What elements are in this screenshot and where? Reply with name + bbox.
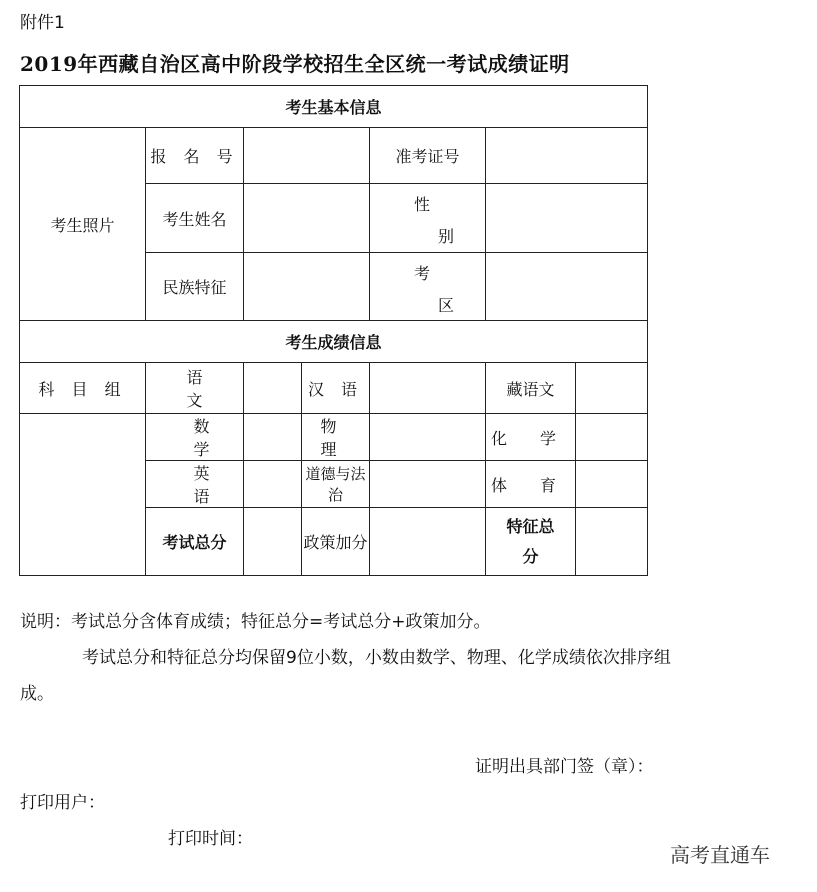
district-value [486,253,648,321]
district-label-part2: 区 [438,296,455,315]
notes-line-3: 成。 [20,684,54,704]
district-label [370,253,486,321]
subject-group-label: 科 目 组 [20,363,146,414]
chinese-score [244,363,302,414]
document-title: 2019年西藏自治区高中阶段学校招生全区统一考试成绩证明 [20,52,570,76]
policy-bonus-value [370,508,486,576]
score-certificate-table [19,85,648,576]
math-label: 数 学 [146,414,244,461]
gender-value [486,184,648,253]
print-time-label: 打印时间： [168,829,253,849]
english-score [244,461,302,508]
photo-label: 考生照片 [20,128,146,321]
gender-label [370,184,486,253]
morality-law-label: 道德与法治 [302,461,370,508]
ethnicity-label: 民族特征 [146,253,244,321]
score-info-section-title: 考生成绩信息 [20,321,648,363]
tibetan-score [576,363,648,414]
notes-line-1: 说明：考试总分含体育成绩；特征总分=考试总分+政策加分。 [20,612,491,632]
print-user-label: 打印用户： [20,793,105,813]
morality-law-score [370,461,486,508]
notes-line-2: 考试总分和特征总分均保留9位小数，小数由数学、物理、化学成绩依次排序组 [82,648,671,668]
basic-info-section-title: 考生基本信息 [20,86,648,128]
feature-total-label-part1: 特征总 [506,516,555,536]
physics-label: 物 理 [302,414,370,461]
notes [20,604,810,712]
chinese-label: 语 文 [146,363,244,414]
registration-no-label: 报 名 号 [146,128,244,184]
math-score [244,414,302,461]
exam-ticket-value [486,128,648,184]
name-label: 考生姓名 [146,184,244,253]
chemistry-label: 化 学 [486,414,576,461]
tibetan-label: 藏语文 [486,363,576,414]
policy-bonus-label: 政策加分 [302,508,370,576]
total-score-label: 考试总分 [146,508,244,576]
gender-label-part2: 别 [438,227,455,246]
chemistry-score [576,414,648,461]
issuer-signature-label: 证明出具部门签（章）： [475,757,654,777]
feature-total-label-part2: 分 [522,546,539,566]
han-language-score [370,363,486,414]
gender-label-part1: 性 [414,195,431,214]
english-label: 英 语 [146,461,244,508]
attachment-label: 附件1 [20,13,65,33]
pe-score [576,461,648,508]
feature-total-label [486,508,576,576]
watermark-text: 高考直通车 [670,843,770,867]
exam-ticket-label: 准考证号 [370,128,486,184]
registration-no-value [244,128,370,184]
physics-score [370,414,486,461]
subject-group-value [20,414,146,576]
district-label-part1: 考 [414,264,431,283]
feature-total-value [576,508,648,576]
ethnicity-value [244,253,370,321]
total-score-value [244,508,302,576]
pe-label: 体 育 [486,461,576,508]
name-value [244,184,370,253]
han-language-label: 汉 语 [302,363,370,414]
